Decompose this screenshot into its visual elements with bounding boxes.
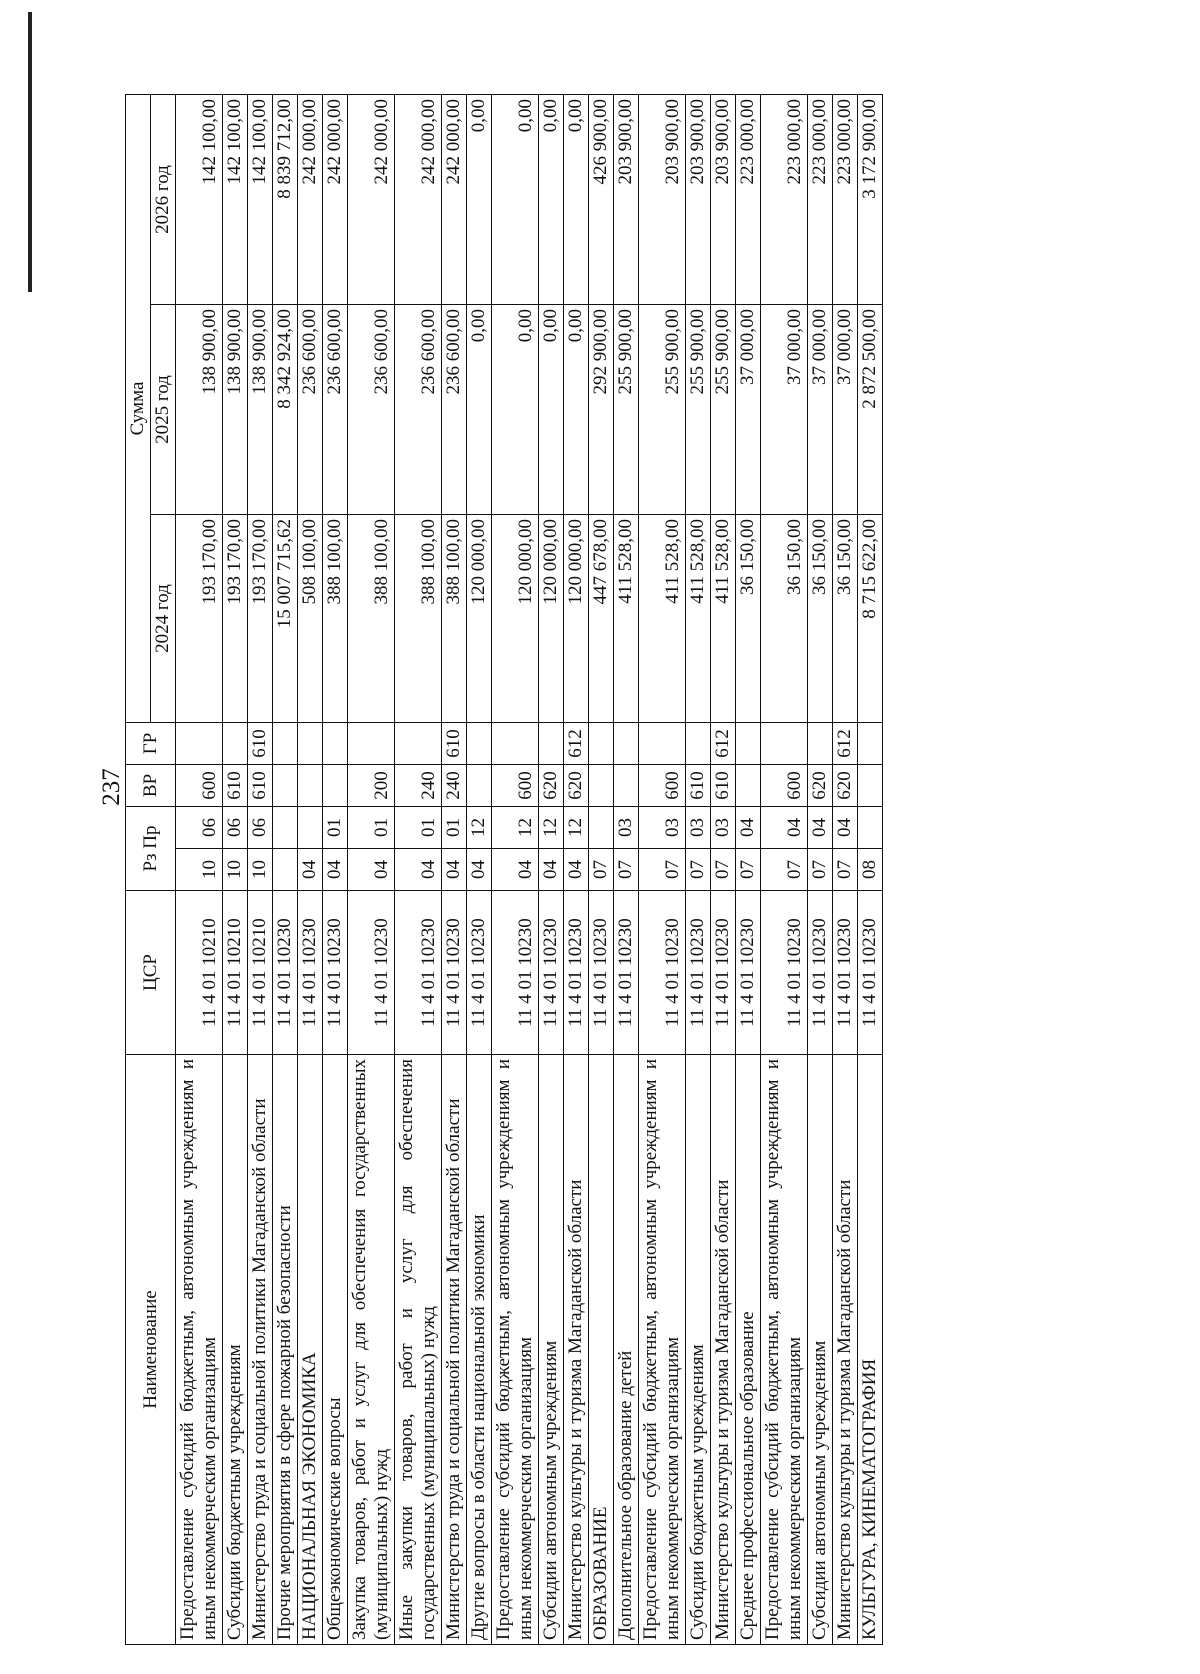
table-row xyxy=(711,94,736,1644)
header-csr: ЦСР xyxy=(126,891,176,1055)
header-year-2026: 2026 год xyxy=(151,94,176,304)
row-rz: 07 xyxy=(589,849,614,891)
row-csr: 11 4 01 10210 xyxy=(223,891,248,1055)
row-gr xyxy=(589,722,614,764)
table-row xyxy=(348,94,395,1644)
row-pr: 03 xyxy=(711,806,736,848)
row-rz: 04 xyxy=(395,849,442,891)
row-vr xyxy=(858,764,883,806)
row-name: Субсидии бюджетным учреждениям xyxy=(223,1055,248,1645)
table-body xyxy=(176,94,883,1644)
row-pr: 03 xyxy=(614,806,639,848)
page-number: 237 xyxy=(98,768,125,806)
rotated-page-content xyxy=(125,95,1075,1645)
row-csr: 11 4 01 10230 xyxy=(589,891,614,1055)
row-sum-2025: 236 600,00 xyxy=(323,304,348,514)
row-csr: 11 4 01 10230 xyxy=(833,891,858,1055)
row-sum-2026: 426 900,00 xyxy=(589,94,614,304)
table-row xyxy=(564,94,589,1644)
row-rz: 07 xyxy=(736,849,761,891)
row-sum-2025: 236 600,00 xyxy=(395,304,442,514)
row-vr xyxy=(298,764,323,806)
row-gr: 612 xyxy=(564,722,589,764)
row-vr xyxy=(736,764,761,806)
row-pr: 01 xyxy=(395,806,442,848)
row-csr: 11 4 01 10230 xyxy=(467,891,492,1055)
row-rz: 07 xyxy=(614,849,639,891)
row-pr: 12 xyxy=(467,806,492,848)
row-gr xyxy=(395,722,442,764)
row-name: Субсидии бюджетным учреждениям xyxy=(686,1055,711,1645)
row-vr: 610 xyxy=(223,764,248,806)
row-vr: 240 xyxy=(395,764,442,806)
row-rz xyxy=(273,849,298,891)
row-gr xyxy=(348,722,395,764)
row-csr: 11 4 01 10230 xyxy=(858,891,883,1055)
row-sum-2026: 203 900,00 xyxy=(639,94,686,304)
row-rz: 04 xyxy=(298,849,323,891)
row-pr: 04 xyxy=(736,806,761,848)
row-gr xyxy=(639,722,686,764)
row-name: Дополнительное образование детей xyxy=(614,1055,639,1645)
row-csr: 11 4 01 10230 xyxy=(614,891,639,1055)
row-gr xyxy=(858,722,883,764)
row-gr xyxy=(614,722,639,764)
row-name: Закупка товаров, работ и услуг для обеспечения государственных (муниципальных) нужд xyxy=(348,1055,395,1645)
row-pr: 12 xyxy=(492,806,539,848)
row-rz: 07 xyxy=(761,849,808,891)
row-sum-2025: 0,00 xyxy=(539,304,564,514)
row-name: Министерство труда и социальной политики Магаданской области xyxy=(248,1055,273,1645)
row-sum-2026: 3 172 900,00 xyxy=(858,94,883,304)
row-pr: 03 xyxy=(686,806,711,848)
header-gr: ГР xyxy=(126,722,176,764)
table-row xyxy=(736,94,761,1644)
row-pr: 01 xyxy=(323,806,348,848)
row-sum-2025: 0,00 xyxy=(467,304,492,514)
row-gr xyxy=(808,722,833,764)
row-vr: 610 xyxy=(248,764,273,806)
row-sum-2026: 142 100,00 xyxy=(248,94,273,304)
table-row xyxy=(273,94,298,1644)
table-row xyxy=(176,94,223,1644)
row-csr: 11 4 01 10230 xyxy=(492,891,539,1055)
row-sum-2024: 193 170,00 xyxy=(176,514,223,722)
header-rz-pr: Рз Пр xyxy=(126,806,176,890)
row-pr: 04 xyxy=(833,806,858,848)
row-csr: 11 4 01 10230 xyxy=(395,891,442,1055)
row-rz: 04 xyxy=(539,849,564,891)
row-rz: 07 xyxy=(639,849,686,891)
row-vr: 620 xyxy=(539,764,564,806)
header-year-2024: 2024 год xyxy=(151,514,176,722)
row-sum-2025: 292 900,00 xyxy=(589,304,614,514)
row-rz: 04 xyxy=(348,849,395,891)
row-sum-2026: 0,00 xyxy=(492,94,539,304)
row-sum-2026: 223 000,00 xyxy=(833,94,858,304)
row-sum-2026: 242 000,00 xyxy=(442,94,467,304)
row-csr: 11 4 01 10230 xyxy=(348,891,395,1055)
row-rz: 07 xyxy=(808,849,833,891)
header-sum: Сумма xyxy=(126,94,151,722)
row-gr xyxy=(323,722,348,764)
row-sum-2026: 203 900,00 xyxy=(686,94,711,304)
row-rz: 10 xyxy=(176,849,223,891)
row-rz: 04 xyxy=(564,849,589,891)
row-sum-2026: 0,00 xyxy=(539,94,564,304)
row-name: НАЦИОНАЛЬНАЯ ЭКОНОМИКА xyxy=(298,1055,323,1645)
table-row xyxy=(539,94,564,1644)
row-sum-2026: 8 839 712,00 xyxy=(273,94,298,304)
row-sum-2025: 37 000,00 xyxy=(833,304,858,514)
table-row xyxy=(858,94,883,1644)
row-sum-2024: 36 150,00 xyxy=(761,514,808,722)
row-name: Общеэкономические вопросы xyxy=(323,1055,348,1645)
row-vr: 600 xyxy=(492,764,539,806)
row-pr xyxy=(298,806,323,848)
row-sum-2025: 138 900,00 xyxy=(223,304,248,514)
row-vr xyxy=(614,764,639,806)
row-csr: 11 4 01 10230 xyxy=(273,891,298,1055)
row-name: Министерство культуры и туризма Магаданской области xyxy=(711,1055,736,1645)
row-name: Субсидии автономным учреждениям xyxy=(808,1055,833,1645)
row-sum-2026: 223 000,00 xyxy=(761,94,808,304)
row-rz: 10 xyxy=(223,849,248,891)
table-row xyxy=(808,94,833,1644)
row-csr: 11 4 01 10230 xyxy=(539,891,564,1055)
row-sum-2026: 142 100,00 xyxy=(223,94,248,304)
row-gr xyxy=(223,722,248,764)
row-vr: 600 xyxy=(176,764,223,806)
row-sum-2025: 37 000,00 xyxy=(761,304,808,514)
row-sum-2024: 15 007 715,62 xyxy=(273,514,298,722)
row-gr xyxy=(467,722,492,764)
row-sum-2025: 255 900,00 xyxy=(614,304,639,514)
row-csr: 11 4 01 10230 xyxy=(736,891,761,1055)
row-pr: 06 xyxy=(176,806,223,848)
row-vr: 610 xyxy=(711,764,736,806)
row-sum-2026: 242 000,00 xyxy=(348,94,395,304)
row-sum-2026: 142 100,00 xyxy=(176,94,223,304)
row-sum-2025: 255 900,00 xyxy=(686,304,711,514)
row-vr: 240 xyxy=(442,764,467,806)
row-vr xyxy=(273,764,298,806)
row-name: КУЛЬТУРА, КИНЕМАТОГРАФИЯ xyxy=(858,1055,883,1645)
row-sum-2024: 388 100,00 xyxy=(442,514,467,722)
row-vr xyxy=(589,764,614,806)
table-row xyxy=(639,94,686,1644)
row-vr: 610 xyxy=(686,764,711,806)
row-sum-2026: 242 000,00 xyxy=(395,94,442,304)
row-gr: 612 xyxy=(833,722,858,764)
row-sum-2026: 242 000,00 xyxy=(323,94,348,304)
row-rz: 07 xyxy=(686,849,711,891)
row-gr xyxy=(761,722,808,764)
row-sum-2025: 37 000,00 xyxy=(736,304,761,514)
table-row xyxy=(761,94,808,1644)
row-sum-2025: 236 600,00 xyxy=(348,304,395,514)
row-name: Среднее профессиональное образование xyxy=(736,1055,761,1645)
row-sum-2026: 223 000,00 xyxy=(808,94,833,304)
row-sum-2024: 508 100,00 xyxy=(298,514,323,722)
row-csr: 11 4 01 10230 xyxy=(639,891,686,1055)
row-gr xyxy=(686,722,711,764)
row-vr: 600 xyxy=(639,764,686,806)
table-row xyxy=(442,94,467,1644)
row-vr: 620 xyxy=(808,764,833,806)
row-pr: 03 xyxy=(639,806,686,848)
row-csr: 11 4 01 10230 xyxy=(323,891,348,1055)
row-sum-2024: 193 170,00 xyxy=(248,514,273,722)
row-rz: 07 xyxy=(833,849,858,891)
row-sum-2025: 138 900,00 xyxy=(248,304,273,514)
row-rz: 04 xyxy=(442,849,467,891)
row-pr: 06 xyxy=(223,806,248,848)
row-rz: 04 xyxy=(323,849,348,891)
row-pr: 06 xyxy=(248,806,273,848)
row-vr xyxy=(467,764,492,806)
row-sum-2025: 236 600,00 xyxy=(442,304,467,514)
table-row xyxy=(614,94,639,1644)
row-vr: 200 xyxy=(348,764,395,806)
row-name: Предоставление субсидий бюджетным, автономным учреждениям и иным некоммерческим организациям xyxy=(639,1055,686,1645)
row-name: Предоставление субсидий бюджетным, автономным учреждениям и иным некоммерческим организациям xyxy=(492,1055,539,1645)
row-gr xyxy=(539,722,564,764)
row-name: Другие вопросы в области национальной экономики xyxy=(467,1055,492,1645)
table-row xyxy=(492,94,539,1644)
row-vr: 620 xyxy=(833,764,858,806)
row-pr xyxy=(273,806,298,848)
margin-line xyxy=(28,12,32,292)
row-gr xyxy=(492,722,539,764)
row-sum-2024: 120 000,00 xyxy=(492,514,539,722)
row-gr xyxy=(176,722,223,764)
row-sum-2026: 242 000,00 xyxy=(298,94,323,304)
row-rz: 08 xyxy=(858,849,883,891)
row-sum-2024: 120 000,00 xyxy=(467,514,492,722)
row-sum-2026: 0,00 xyxy=(564,94,589,304)
row-name: Предоставление субсидий бюджетным, автономным учреждениям и иным некоммерческим организациям xyxy=(176,1055,223,1645)
row-gr xyxy=(273,722,298,764)
row-csr: 11 4 01 10230 xyxy=(564,891,589,1055)
row-sum-2026: 223 000,00 xyxy=(736,94,761,304)
row-gr: 610 xyxy=(248,722,273,764)
row-gr xyxy=(736,722,761,764)
row-sum-2026: 0,00 xyxy=(467,94,492,304)
header-year-2025: 2025 год xyxy=(151,304,176,514)
row-gr: 612 xyxy=(711,722,736,764)
row-csr: 11 4 01 10230 xyxy=(442,891,467,1055)
row-name: Министерство культуры и туризма Магаданской области xyxy=(833,1055,858,1645)
row-sum-2024: 388 100,00 xyxy=(348,514,395,722)
row-name: Предоставление субсидий бюджетным, автономным учреждениям и иным некоммерческим организациям xyxy=(761,1055,808,1645)
row-sum-2025: 37 000,00 xyxy=(808,304,833,514)
row-name: Министерство труда и социальной политики Магаданской области xyxy=(442,1055,467,1645)
row-sum-2024: 411 528,00 xyxy=(686,514,711,722)
row-sum-2025: 138 900,00 xyxy=(176,304,223,514)
row-rz: 10 xyxy=(248,849,273,891)
row-vr: 600 xyxy=(761,764,808,806)
row-name: Министерство культуры и туризма Магаданской области xyxy=(564,1055,589,1645)
row-pr: 04 xyxy=(808,806,833,848)
row-gr: 610 xyxy=(442,722,467,764)
row-sum-2024: 411 528,00 xyxy=(614,514,639,722)
row-sum-2024: 36 150,00 xyxy=(833,514,858,722)
row-vr xyxy=(323,764,348,806)
table-row xyxy=(323,94,348,1644)
row-csr: 11 4 01 10230 xyxy=(298,891,323,1055)
header-vr: ВР xyxy=(126,764,176,806)
row-sum-2024: 120 000,00 xyxy=(564,514,589,722)
row-csr: 11 4 01 10210 xyxy=(248,891,273,1055)
row-rz: 04 xyxy=(492,849,539,891)
row-pr: 12 xyxy=(564,806,589,848)
row-pr: 12 xyxy=(539,806,564,848)
row-pr: 01 xyxy=(348,806,395,848)
row-sum-2025: 236 600,00 xyxy=(298,304,323,514)
table-row xyxy=(833,94,858,1644)
row-sum-2024: 8 715 622,00 xyxy=(858,514,883,722)
row-csr: 11 4 01 10210 xyxy=(176,891,223,1055)
row-name: Прочие мероприятия в сфере пожарной безопасности xyxy=(273,1055,298,1645)
row-sum-2025: 0,00 xyxy=(564,304,589,514)
row-sum-2024: 411 528,00 xyxy=(711,514,736,722)
row-sum-2024: 36 150,00 xyxy=(808,514,833,722)
row-csr: 11 4 01 10230 xyxy=(711,891,736,1055)
row-csr: 11 4 01 10230 xyxy=(686,891,711,1055)
row-sum-2024: 388 100,00 xyxy=(323,514,348,722)
row-sum-2025: 0,00 xyxy=(492,304,539,514)
header-row-1 xyxy=(126,94,151,1644)
row-pr xyxy=(858,806,883,848)
table-row xyxy=(589,94,614,1644)
table-row xyxy=(223,94,248,1644)
row-vr: 620 xyxy=(564,764,589,806)
row-sum-2024: 388 100,00 xyxy=(395,514,442,722)
budget-table xyxy=(125,94,883,1645)
row-sum-2024: 447 678,00 xyxy=(589,514,614,722)
row-sum-2024: 120 000,00 xyxy=(539,514,564,722)
table-row xyxy=(467,94,492,1644)
row-sum-2025: 255 900,00 xyxy=(711,304,736,514)
row-name: Субсидии автономным учреждениям xyxy=(539,1055,564,1645)
header-name: Наименование xyxy=(126,1055,176,1645)
row-sum-2026: 203 900,00 xyxy=(614,94,639,304)
table-row xyxy=(248,94,273,1644)
row-sum-2025: 255 900,00 xyxy=(639,304,686,514)
row-csr: 11 4 01 10230 xyxy=(761,891,808,1055)
row-sum-2026: 203 900,00 xyxy=(711,94,736,304)
row-pr: 04 xyxy=(761,806,808,848)
row-pr: 01 xyxy=(442,806,467,848)
table-row xyxy=(686,94,711,1644)
row-rz: 07 xyxy=(711,849,736,891)
row-sum-2024: 193 170,00 xyxy=(223,514,248,722)
row-pr xyxy=(589,806,614,848)
table-row xyxy=(298,94,323,1644)
row-name: ОБРАЗОВАНИЕ xyxy=(589,1055,614,1645)
row-sum-2024: 36 150,00 xyxy=(736,514,761,722)
row-name: Иные закупки товаров, работ и услуг для обеспечения государственных (муниципальных) нужд xyxy=(395,1055,442,1645)
row-sum-2024: 411 528,00 xyxy=(639,514,686,722)
row-csr: 11 4 01 10230 xyxy=(808,891,833,1055)
table-row xyxy=(395,94,442,1644)
row-rz: 04 xyxy=(467,849,492,891)
row-sum-2025: 2 872 500,00 xyxy=(858,304,883,514)
row-gr xyxy=(298,722,323,764)
row-sum-2025: 8 342 924,00 xyxy=(273,304,298,514)
